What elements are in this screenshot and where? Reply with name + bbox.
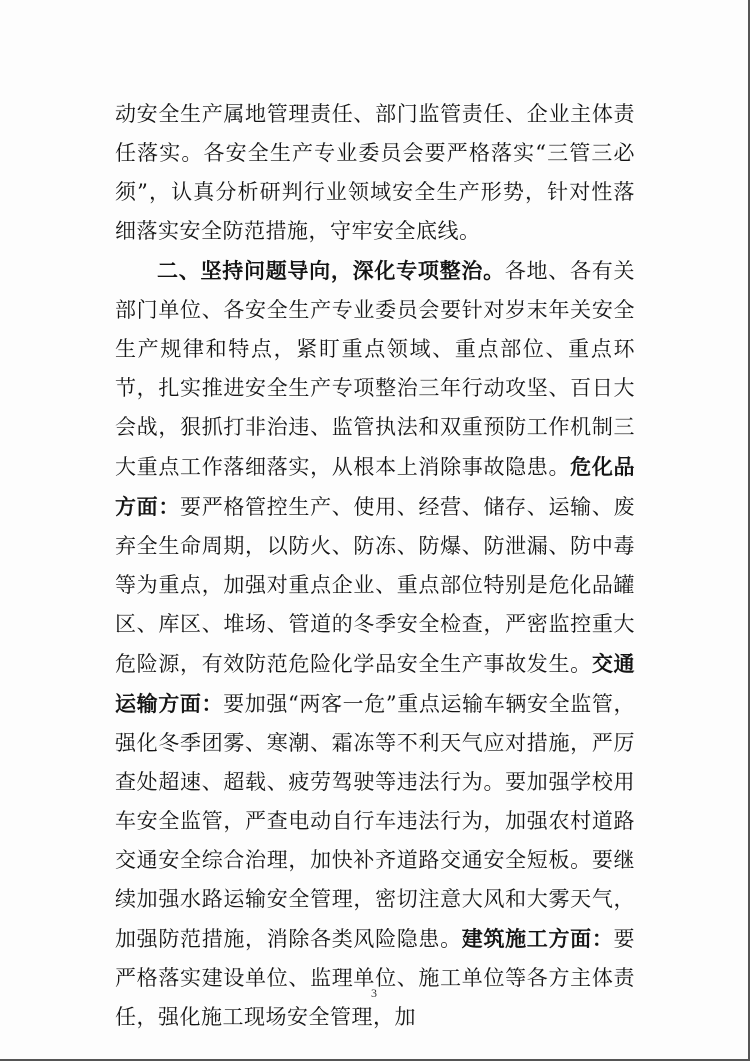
hazardous-chemicals-heading: 危化品方面： [115,454,636,519]
section-heading: 二、坚持问题导向，深化专项整治。 [157,258,505,283]
body-text [115,95,635,1037]
transportation-text: 要加强“两客一危”重点运输车辆安全监管，强化冬季团雾、寒潮、霜冻等不利天气应对措施，严厉查处超速、超载、疲劳驾驶等违法行为。要加强学校用车安全监管，严查电动自行车违法行为，加强农村道路交通安全综合治理，加快补齐道路交通安全短板。要继续加强水路运输安全管理，密切注意大风和大雾天气，加强防范措施，消除各类风险隐患。 [115,692,635,951]
construction-text: 要严格落实建设单位、监理单位、施工单位等各方主体责任，强化施工现场安全管理，加 [115,927,635,1029]
paragraph-1 [115,95,635,251]
paragraph-1-text: 动安全生产属地管理责任、部门监管责任、企业主体责任落实。各安全生产专业委员会要严格落实“三管三必须”，认真分析研判行业领域安全生产形势，针对性落细落实安全防范措施，守牢安全底线。 [115,102,635,243]
paragraph-2 [115,251,635,1037]
page-number: 3 [371,986,377,1000]
transportation-heading: 交通运输方面： [115,651,636,716]
construction-heading: 建筑施工方面： [461,926,614,951]
section-intro-text: 各地、各有关部门单位、各安全生产专业委员会要针对岁末年关安全生产规律和特点，紧盯重点领域、重点部位、重点环节，扎实推进安全生产专项整治三年行动攻坚、百日大会战，狠抓打非治违、监管执法和双重预防工作机制三大重点工作落细落实，从根本上消除事故隐患。 [115,259,636,479]
hazardous-chemicals-text: 要严格管控生产、使用、经营、储存、运输、废弃全生命周期，以防火、防冻、防爆、防泄漏、防中毒等为重点，加强对重点企业、重点部位特别是危化品罐区、库区、堆场、管道的冬季安全检查，严密监控重大危险源，有效防范危险化学品安全生产事故发生。 [115,495,636,676]
